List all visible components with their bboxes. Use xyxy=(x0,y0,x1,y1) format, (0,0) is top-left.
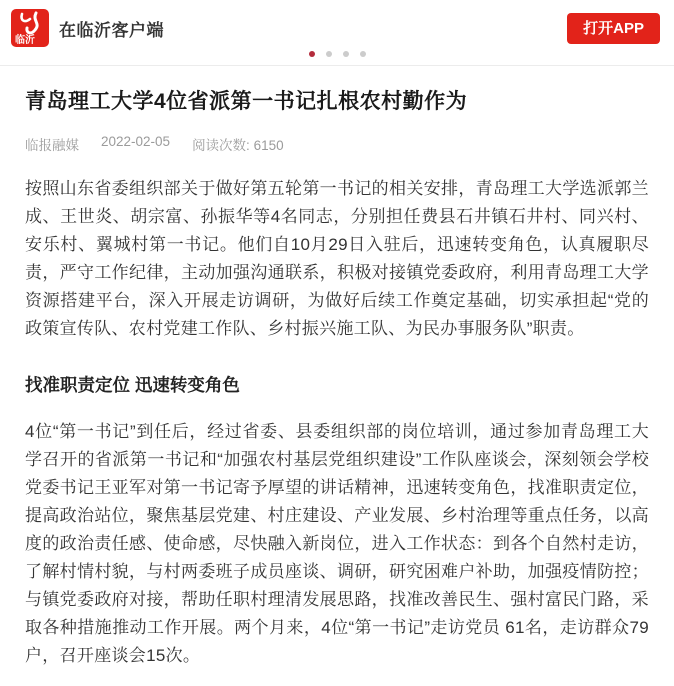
carousel-dot[interactable] xyxy=(309,51,315,57)
logo-text: 临沂 xyxy=(15,35,35,46)
article-body xyxy=(25,175,649,670)
carousel-dot[interactable] xyxy=(343,51,349,57)
article-paragraph: 4位“第一书记”到任后，经过省委、县委组织部的岗位培训，通过参加青岛理工大学召开的省派第一书记和“加强农村基层党组织建设”工作队座谈会，深刻领会学校党委书记王亚军对第一书记寄予厚望的讲话精神，迅速转变角色，找准职责定位，提高政治站位，聚焦基层党建、村庄建设、产业发展、乡村治理等重点任务，以高度的政治责任感、使命感，尽快融入新岗位，进入工作状态：到各个自然村走访，了解村情村貌，与村两委班子成员座谈、调研，研究困难户补助，加强疫情防控；与镇党委政府对接，帮助任职村理清发展思路，找准改善民生、强村富民门路，采取各种措施推动工作开展。两个月来，4位“第一书记”走访党员 61名，走访群众79户，召开座谈会15次。 xyxy=(25,422,649,665)
article-date: 2022-02-05 xyxy=(101,134,171,149)
carousel-dots xyxy=(0,49,674,59)
article-view-count: 阅读次数: 6150 xyxy=(192,138,284,153)
article-title: 青岛理工大学4位省派第一书记扎根农村勤作为 xyxy=(25,90,468,113)
logo-calligraphy-icon xyxy=(11,9,49,47)
article-container xyxy=(0,87,674,686)
app-name-label: 在临沂客户端 xyxy=(59,20,164,40)
header-divider xyxy=(0,65,674,66)
app-header xyxy=(0,0,674,47)
article-meta xyxy=(25,134,649,154)
section-heading: 找准职责定位 迅速转变角色 xyxy=(25,375,240,395)
app-logo[interactable] xyxy=(11,9,49,47)
open-app-button[interactable]: 打开APP xyxy=(567,13,660,44)
article-paragraph: 按照山东省委组织部关于做好第五轮第一书记的相关安排，青岛理工大学选派郭兰成、王世炎、胡宗富、孙振华等4名同志，分别担任费县石井镇石井村、同兴村、安乐村、翼城村第一书记。他们自10月29日入驻后，迅速转变角色，认真履职尽责，严守工作纪律，主动加强沟通联系，积极对接镇党委政府，利用青岛理工大学资源搭建平台，深入开展走访调研，为做好后续工作奠定基础，切实承担起“党的政策宣传队、农村党建工作队、乡村振兴施工队、为民办事服务队”职责。 xyxy=(25,179,649,338)
carousel-dot[interactable] xyxy=(326,51,332,57)
article-source: 临报融媒 xyxy=(25,138,79,153)
carousel-dot[interactable] xyxy=(360,51,366,57)
